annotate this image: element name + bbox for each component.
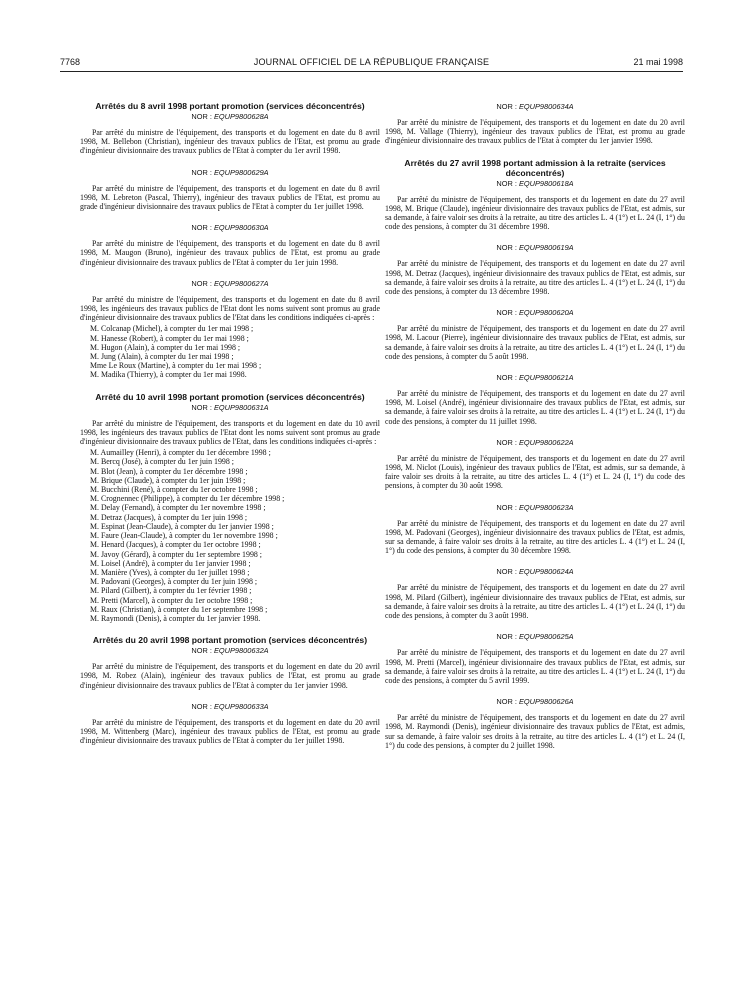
nor-reference: NOR : EQUP9800622A	[496, 437, 574, 447]
list-item: M. Aumailley (Henri), à compter du 1er décembre 1998 ;	[90, 448, 271, 458]
decree-paragraph: Par arrêté du ministre de l'équipement, des transports et du logement en date du 20 avril 1998, M. Robez (Alain), ingénieur des travaux publics de l'Etat, est promu au grade d'ingénieur divisionnaire des travaux publics de l'Etat à compter du 1er janvier 1998.	[80, 662, 380, 690]
decree-paragraph: Par arrêté du ministre de l'équipement, des transports et du logement en date du 8 avril 1998, M. Bellebon (Christian), ingénieur des travaux publics de l'Etat, est promu au grade d'ingénieur divisionnaire des travaux publics de l'Etat à compter du 1er avril 1998.	[80, 128, 380, 156]
nor-reference: NOR : EQUP9800624A	[496, 567, 574, 577]
decree-paragraph: Par arrêté du ministre de l'équipement, des transports et du logement en date du 20 avril 1998, M. Wittenberg (Marc), ingénieur des travaux publics de l'Etat, est promu au grade d'ingénieur divisionnaire des travaux publics de l'Etat à compter du 1er juillet 1998.	[80, 717, 380, 746]
list-item: M. Bercq (José), à compter du 1er juin 1998 ;	[90, 457, 234, 467]
page-number: 7768	[60, 57, 81, 67]
decree-paragraph: Par arrêté du ministre de l'équipement, des transports et du logement en date du 8 avril 1998, M. Lebreton (Pascal, Thierry), ingénieur des travaux publics de l'Etat, est promu au grade d'ingénieur divisionnaire des travaux publics de l'Etat à compter du 1er juillet 1998.	[80, 183, 380, 212]
list-item: M. Bucchini (René), à compter du 1er octobre 1998 ;	[90, 485, 258, 495]
promotion-list	[80, 324, 380, 379]
list-item: Mme Le Roux (Martine), à compter du 1er mai 1998 ;	[90, 361, 262, 371]
decree-paragraph: Par arrêté du ministre de l'équipement, des transports et du logement en date du 8 avril 1998, les ingénieurs des travaux publics de l'Etat dont les noms suivent sont promus au grade d'ingénieur divisionnaire des travaux publics de l'Etat dans les conditions indiquées ci-après :	[80, 294, 380, 323]
nor-reference: NOR : EQUP9800630A	[191, 223, 269, 233]
nor-reference: NOR : EQUP9800626A	[496, 697, 574, 707]
list-item: M. Delay (Fernand), à compter du 1er novembre 1998 ;	[90, 503, 266, 513]
decree-paragraph: Par arrêté du ministre de l'équipement, des transports et du logement en date du 27 avril 1998, M. Niclot (Louis), ingénieur des travaux publics de l'Etat, est admis, sur sa demande, à faire valoir ses droits à la retraite, au titre des articles L. 4 (1°) et L. 24 (I, 1°) du code des pensions, à compter du 30 août 1998.	[385, 453, 685, 491]
decree-paragraph: Par arrêté du ministre de l'équipement, des transports et du logement en date du 27 avril 1998, M. Brique (Claude), ingénieur divisionnaire des travaux publics de l'Etat, est admis, sur sa demande, à faire valoir ses droits à la retraite, au titre des articles L. 4 (1°) et L. 24 (I, 1°) du code des pensions, à compter du 31 décembre 1998.	[385, 194, 685, 232]
decree-paragraph: Par arrêté du ministre de l'équipement, des transports et du logement en date du 27 avril 1998, M. Padovani (Georges), ingénieur divisionnaire des travaux publics de l'Etat, est admis, sur sa demande, à faire valoir ses droits à la retraite, au titre des articles L. 4 (1°) et L. 24 (I, 1°) du code des pensions, à compter du 30 décembre 1998.	[385, 518, 685, 556]
list-item: M. Raymondi (Denis), à compter du 1er janvier 1998.	[90, 613, 261, 623]
header-rule	[60, 71, 683, 72]
page-header	[60, 57, 683, 69]
list-item: M. Detraz (Jacques), à compter du 1er juin 1998 ;	[90, 512, 248, 522]
list-item: M. Espinat (Jean-Claude), à compter du 1er janvier 1998 ;	[90, 521, 274, 531]
list-item: M. Raux (Christian), à compter du 1er septembre 1998 ;	[90, 604, 268, 614]
list-item: M. Faure (Jean-Claude), à compter du 1er novembre 1998 ;	[90, 531, 278, 541]
list-item: M. Javoy (Gérard), à compter du 1er septembre 1998 ;	[90, 549, 263, 559]
decree-paragraph: Par arrêté du ministre de l'équipement, des transports et du logement en date du 27 avril 1998, M. Pretti (Marcel), ingénieur divisionnaire des travaux publics de l'Etat, est admis, sur sa demande, à faire valoir ses droits à la retraite, au titre des articles L. 4 (1°) et L. 24 (I, 1°) du code des pensions, à compter du 5 avril 1999.	[385, 648, 685, 685]
list-item: M. Pilard (Gilbert), à compter du 1er février 1998 ;	[90, 586, 252, 596]
nor-reference: NOR : EQUP9800629A	[191, 167, 269, 177]
nor-reference: NOR : EQUP9800631A	[191, 402, 269, 412]
list-item: M. Hugon (Alain), à compter du 1er mai 1998 ;	[90, 342, 241, 352]
journal-title: JOURNAL OFFICIEL DE LA RÉPUBLIQUE FRANÇAISE	[253, 57, 490, 67]
promotion-list	[80, 448, 380, 623]
list-item: M. Loisel (André), à compter du 1er janvier 1998 ;	[90, 558, 251, 568]
section-title: Arrêtés du 20 avril 1998 portant promotion (services déconcentrés)	[92, 635, 368, 646]
decree-paragraph: Par arrêté du ministre de l'équipement, des transports et du logement en date du 20 avril 1998, M. Vallage (Thierry), ingénieur des travaux publics de l'Etat, est promu au grade d'ingénieur divisionnaire des travaux publics de l'Etat à compter du 1er janvier 1998.	[385, 118, 685, 146]
list-item: M. Hanesse (Robert), à compter du 1er mai 1998 ;	[90, 333, 249, 343]
decree-paragraph: Par arrêté du ministre de l'équipement, des transports et du logement en date du 27 avril 1998, M. Raymondi (Denis), ingénieur divisionnaire des travaux publics de l'Etat, est admis, sur sa demande, à faire valoir ses droits à la retraite, au titre des articles L. 4 (1°) et L. 24 (I, 1°) du code des pensions, à compter du 2 juillet 1998.	[385, 713, 685, 750]
nor-reference: NOR : EQUP9800633A	[191, 701, 269, 711]
issue-date: 21 mai 1998	[633, 57, 683, 67]
nor-reference: NOR : EQUP9800632A	[191, 646, 269, 656]
nor-reference: NOR : EQUP9800620A	[496, 308, 574, 318]
list-item: M. Henard (Jacques), à compter du 1er octobre 1998 ;	[90, 540, 261, 550]
list-item: M. Brique (Claude), à compter du 1er juin 1998 ;	[90, 475, 246, 485]
list-item: M. Jung (Alain), à compter du 1er mai 1998 ;	[90, 352, 234, 362]
nor-reference: NOR : EQUP9800627A	[191, 278, 269, 288]
left-column	[80, 101, 380, 757]
list-item: M. Crognennec (Philippe), à compter du 1er décembre 1998 ;	[90, 494, 285, 504]
list-item: M. Manière (Yves), à compter du 1er juillet 1998 ;	[90, 567, 250, 577]
decree-paragraph: Par arrêté du ministre de l'équipement, des transports et du logement en date du 27 avril 1998, M. Loisel (André), ingénieur divisionnaire des travaux publics de l'Etat, est admis, sur sa demande, à faire valoir ses droits à la retraite, au titre des articles L. 4 (1°) et L. 24 (I, 1°) du code des pensions, à compter du 11 juillet 1998.	[385, 389, 685, 426]
section-title: Arrêté du 10 avril 1998 portant promotion (services déconcentrés)	[95, 391, 365, 402]
decree-paragraph: Par arrêté du ministre de l'équipement, des transports et du logement en date du 10 avril 1998, les ingénieurs des travaux publics de l'Etat dont les noms suivent sont promus au grade d'ingénieur divisionnaire des travaux publics de l'Etat, dans les conditions indiquées ci-après :	[80, 418, 380, 447]
list-item: M. Madika (Thierry), à compter du 1er mai 1998.	[90, 370, 247, 380]
nor-reference: NOR : EQUP9800623A	[496, 502, 574, 512]
nor-reference: NOR : EQUP9800618A	[496, 178, 574, 188]
list-item: M. Pretti (Marcel), à compter du 1er octobre 1998 ;	[90, 595, 253, 605]
section-title: Arrêtés du 27 avril 1998 portant admission à la retraite (services déconcentrés)	[404, 157, 666, 178]
nor-reference: NOR : EQUP9800621A	[496, 373, 574, 383]
nor-reference: NOR : EQUP9800628A	[191, 112, 269, 121]
section-title: Arrêtés du 8 avril 1998 portant promotion (services déconcentrés)	[95, 101, 365, 111]
nor-reference: NOR : EQUP9800634A	[496, 102, 574, 111]
decree-paragraph: Par arrêté du ministre de l'équipement, des transports et du logement en date du 8 avril 1998, M. Maugon (Bruno), ingénieur des travaux publics de l'Etat, est promu au grade d'ingénieur divisionnaire des travaux publics de l'Etat à compter du 1er juin 1998.	[80, 239, 380, 267]
decree-paragraph: Par arrêté du ministre de l'équipement, des transports et du logement en date du 27 avril 1998, M. Pilard (Gilbert), ingénieur divisionnaire des travaux publics de l'Etat, est admis, sur sa demande, à faire valoir ses droits à la retraite, au titre des articles L. 4 (1°) et L. 24 (I, 1°) du code des pensions, à compter du 3 août 1998.	[385, 583, 685, 621]
nor-reference: NOR : EQUP9800619A	[496, 243, 574, 253]
decree-paragraph: Par arrêté du ministre de l'équipement, des transports et du logement en date du 27 avril 1998, M. Lacour (Pierre), ingénieur divisionnaire des travaux publics de l'Etat, est admis, sur sa demande, à faire valoir ses droits à la retraite, au titre des articles L. 4 (1°) et L. 24 (I, 1°) du code des pensions, à compter du 5 août 1998.	[385, 324, 685, 361]
list-item: M. Colcanap (Michel), à compter du 1er mai 1998 ;	[90, 324, 254, 334]
list-item: M. Blot (Jean), à compter du 1er décembre 1998 ;	[90, 466, 248, 476]
nor-reference: NOR : EQUP9800625A	[496, 632, 574, 642]
right-column	[385, 101, 685, 762]
list-item: M. Padovani (Georges), à compter du 1er juin 1998 ;	[90, 577, 258, 587]
decree-paragraph: Par arrêté du ministre de l'équipement, des transports et du logement en date du 27 avril 1998, M. Detraz (Jacques), ingénieur divisionnaire des travaux publics de l'Etat, est admis, sur sa demande, à faire valoir ses droits à la retraite, au titre des articles L. 4 (1°) et L. 24 (I, 1°) du code des pensions, à compter du 13 décembre 1998.	[385, 259, 685, 297]
